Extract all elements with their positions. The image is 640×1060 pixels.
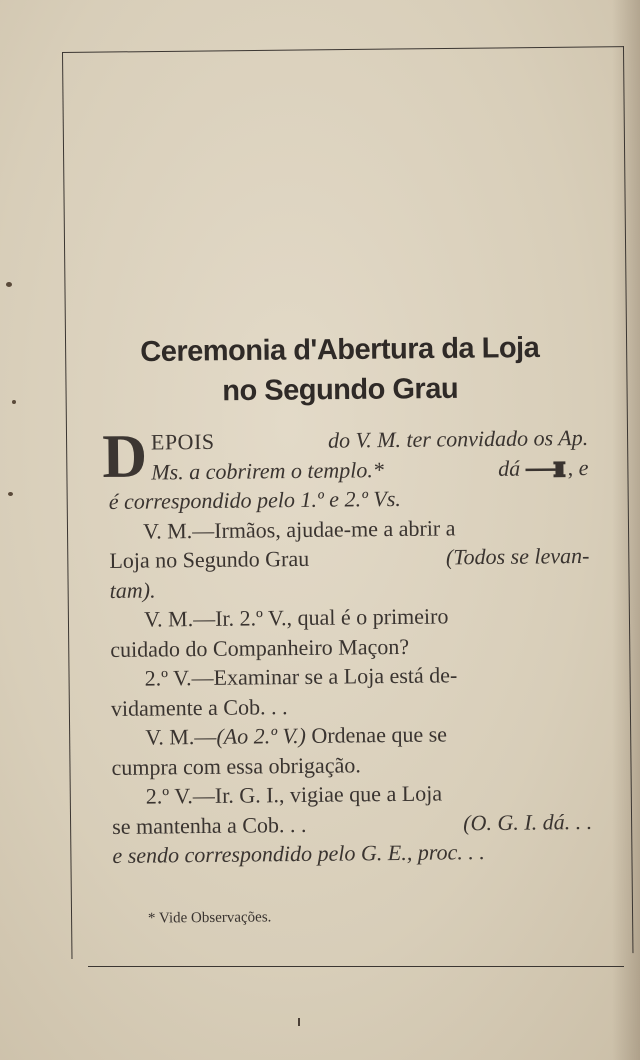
text-line <box>151 423 589 457</box>
text-span: (O. G. I. dá. . . <box>463 808 593 835</box>
text-span: é correspondido pelo 1.º e 2.º Vs. <box>108 485 401 514</box>
footnote: * Vide Observações. <box>147 909 272 927</box>
text-span: V. M.— <box>145 723 217 750</box>
text-span: EPOIS <box>150 428 215 455</box>
text-line: V. M.—Irmãos, ajudae-me a abrir a <box>142 514 456 544</box>
ink-spot <box>6 282 12 287</box>
text-line: V. M.—Ir. 2.º V., qual é o primeiro <box>143 603 449 632</box>
text-span: do V. M. ter convidado os Ap. <box>327 424 589 453</box>
text-line <box>109 541 589 576</box>
text-line: 2.º V.—Ir. G. I., vigiae que a Loja <box>145 780 443 809</box>
text-span: se mantenha a Cob. . . <box>112 811 307 839</box>
drop-cap: D <box>101 422 148 492</box>
text-line: cuidado do Companheiro Maçon? <box>110 633 410 662</box>
text-span: Ms. a cobrirem o templo.* <box>151 456 384 485</box>
text-line <box>151 452 589 486</box>
text-span: (Ao 2.º V.) <box>216 722 307 749</box>
page-title <box>80 327 601 412</box>
text-span: e sendo correspondido pelo G. E., proc. . . <box>112 839 485 868</box>
ink-spot <box>8 492 13 496</box>
text-span: tam). <box>109 577 156 603</box>
ritual-text <box>101 422 593 871</box>
text-span: dá , e <box>498 454 589 481</box>
text-span: dá <box>498 455 521 481</box>
text-span: Loja no Segundo Grau <box>109 545 310 573</box>
text-line: 2.º V.—Examinar se a Loja está de- <box>144 662 458 691</box>
ink-spot <box>12 400 16 404</box>
page-mark <box>298 1018 300 1026</box>
text-line: cumpra com essa obrigação. <box>111 751 361 780</box>
text-span: (Todos se levan- <box>445 542 590 570</box>
text-line: vidamente a Cob. . . <box>110 693 288 721</box>
title-line-2: no Segundo Grau <box>222 372 459 408</box>
text-span: e <box>578 454 589 480</box>
bottom-rule <box>88 966 624 967</box>
text-line <box>112 836 592 871</box>
text-span: Ordenae que se <box>311 721 448 748</box>
mallet-icon <box>526 462 568 478</box>
text-line <box>112 806 592 841</box>
title-line-1: Ceremonia d'Abertura da Loja <box>140 331 540 369</box>
